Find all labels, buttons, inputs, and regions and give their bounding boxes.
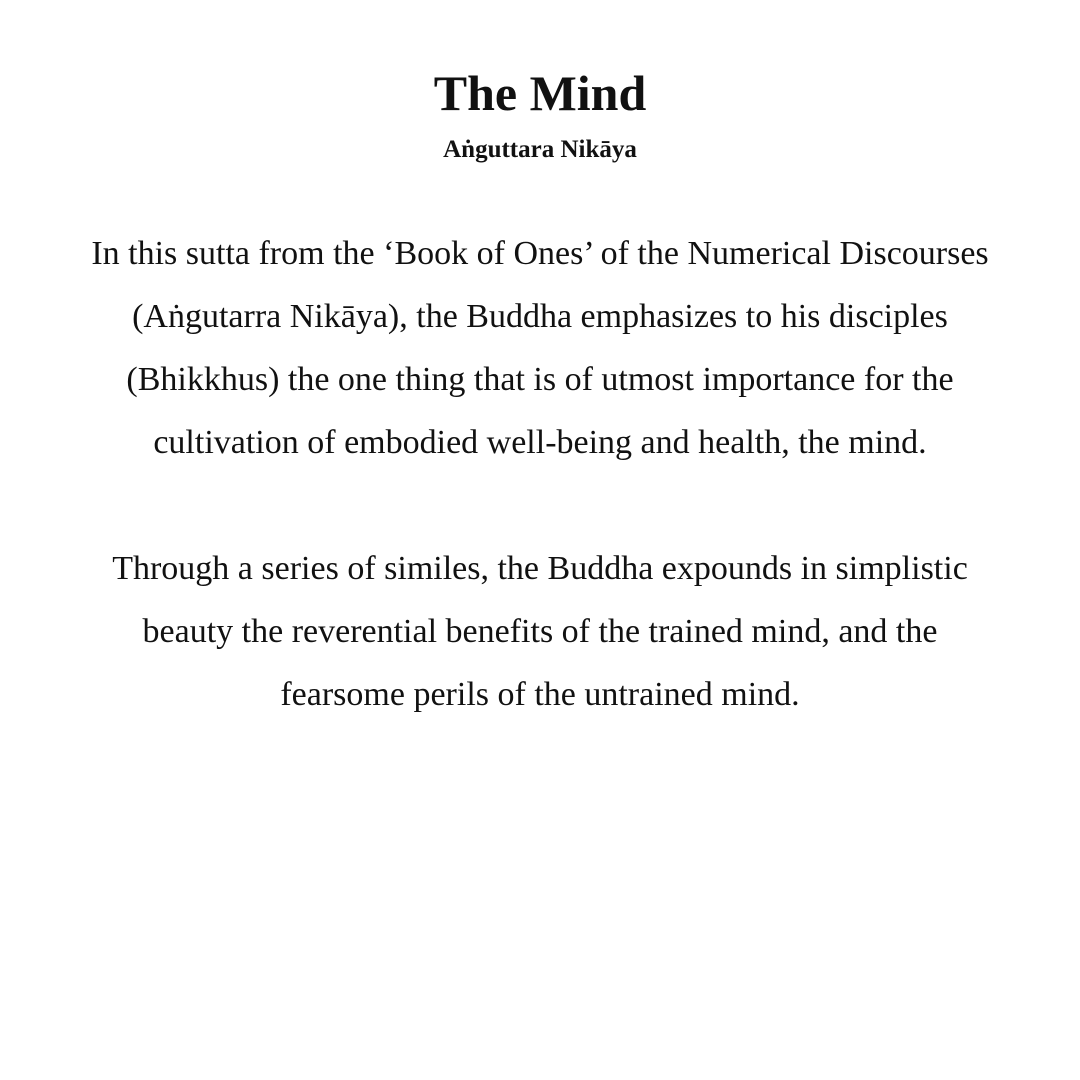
page-subtitle: Aṅguttara Nikāya [443, 136, 637, 163]
page-title: The Mind [433, 65, 647, 121]
paragraph-line: (Bhikkhus) the one thing that is of utmost importance for the [126, 361, 954, 398]
paragraph-line: (Aṅgutarra Nikāya), the Buddha emphasizes to his disciples [132, 298, 948, 335]
intro-paragraph [20, 222, 1060, 474]
paragraph-line: cultivation of embodied well-being and health, the mind. [153, 424, 927, 461]
paragraph-line: beauty the reverential benefits of the trained mind, and the [142, 613, 938, 650]
similes-paragraph [20, 537, 1060, 726]
paragraph-line: Through a series of similes, the Buddha expounds in simplistic [112, 550, 968, 587]
paragraph-line: In this sutta from the ‘Book of Ones’ of the Numerical Discourses [91, 235, 989, 272]
paragraph-line: fearsome perils of the untrained mind. [280, 676, 800, 713]
